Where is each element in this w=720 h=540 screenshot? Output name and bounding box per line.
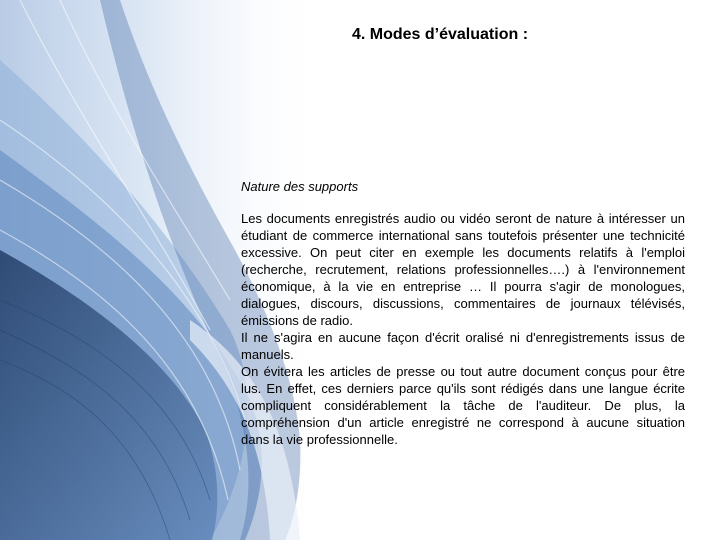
body-text <box>241 210 685 448</box>
section-subtitle: Nature des supports <box>241 179 359 194</box>
paragraph: Les documents enregistrés audio ou vidéo seront de nature à intéresser un étudiant de commerce international sans toutefois présenter une technicité excessive. On peut citer en exemple les documents relatifs à l'emploi (recherche, recrutement, relations professionnelles….) à l'environnement économique, à la vie en entreprise … Il pourra s'agir de monologues, dialogues, discours, discussions, commentaires de journaux télévisés, émissions de radio. <box>241 211 685 328</box>
slide-title: 4. Modes d’évaluation : <box>351 26 529 43</box>
paragraph: Il ne s'agira en aucune façon d'écrit oralisé ni d'enregistrements issus de manuels. <box>241 330 685 362</box>
paragraph: On évitera les articles de presse ou tout autre document conçus pour être lus. En effet, ces derniers parce qu'ils sont rédigés dans une langue écrite compliquent considérablement la tâche de l'auditeur. De plus, la compréhension d'un article enregistré ne correspond à aucune situation dans la vie professionnelle. <box>241 364 685 447</box>
